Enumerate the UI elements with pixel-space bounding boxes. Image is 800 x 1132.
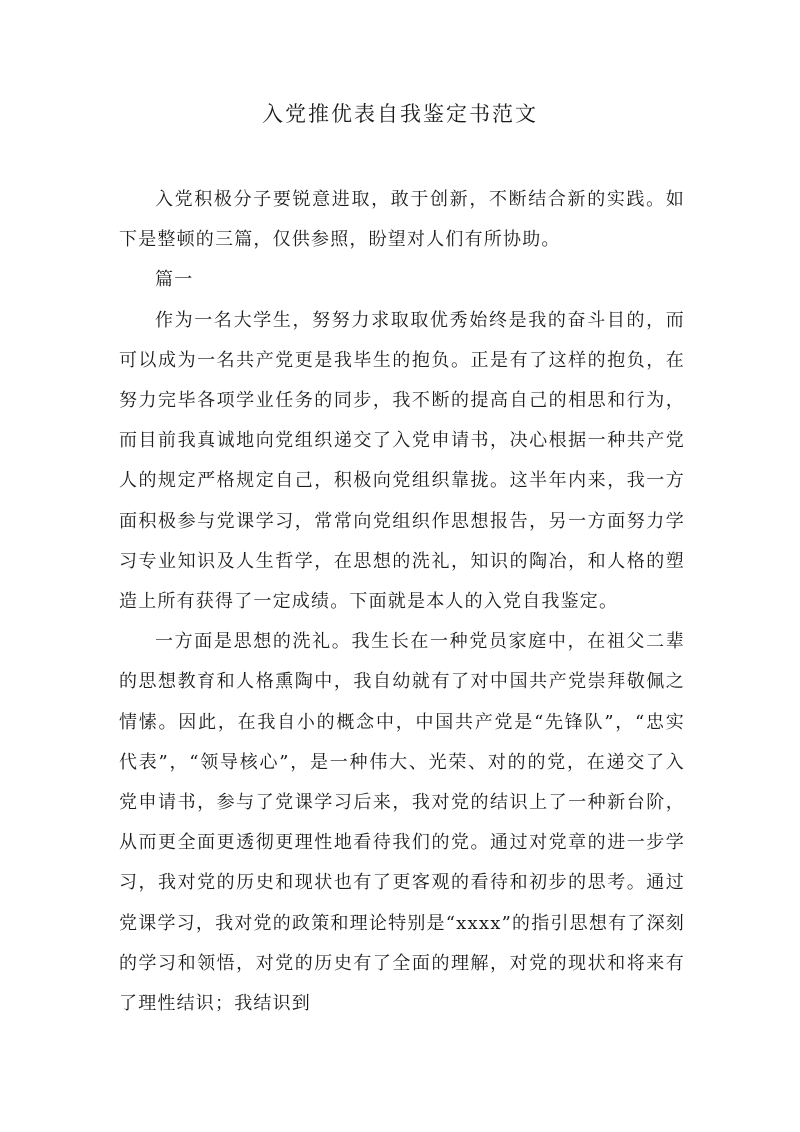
body-paragraph: 作为一名大学生，努努力求取取优秀始终是我的奋斗目的，而可以成为一名共产党更是我毕生的抱负。正是有了这样的抱负，在努力完毕各项学业任务的同步，我不断的提高自己的相思和行为，而目前我真诚地向党组织递交了入党申请书，决心根据一种共产党人的规定严格规定自己，积极向党组织靠拢。这半年内来，我一方面积极参与党课学习，常常向党组织作思想报告，另一方面努力学习专业知识及人生哲学，在思想的洗礼，知识的陶冶，和人格的塑造上所有获得了一定成绩。下面就是本人的入党自我鉴定。 bbox=[119, 309, 685, 613]
intro-paragraph: 入党积极分子要锐意进取，敢于创新，不断结合新的实践。如下是整顿的三篇，仅供参照，盼望对人们有所协助。 bbox=[119, 189, 685, 251]
section-heading: 篇一 bbox=[155, 269, 194, 291]
document-title: 入党推优表自我鉴定书范文 bbox=[262, 102, 538, 126]
body-paragraph: 一方面是思想的洗礼。我生长在一种党员家庭中，在祖父二辈的思想教育和人格熏陶中，我自幼就有了对中国共产党崇拜敬佩之情愫。因此，在我自小的概念中，中国共产党是“先锋队”，“忠实代表”，“领导核心”，是一种伟大、光荣、对的的党，在递交了入党申请书，参与了党课学习后来，我对党的结识上了一种新台阶，从而更全面更透彻更理性地看待我们的党。通过对党章的进一步学习，我对党的历史和现状也有了更客观的看待和初步的思考。通过党课学习，我对党的政策和理论特别是“xxxx”的指引思想有了深刻的学习和领悟，对党的历史有了全面的理解，对党的现状和将来有了理性结识；我结识到 bbox=[119, 631, 685, 1015]
document-body bbox=[119, 180, 685, 1024]
